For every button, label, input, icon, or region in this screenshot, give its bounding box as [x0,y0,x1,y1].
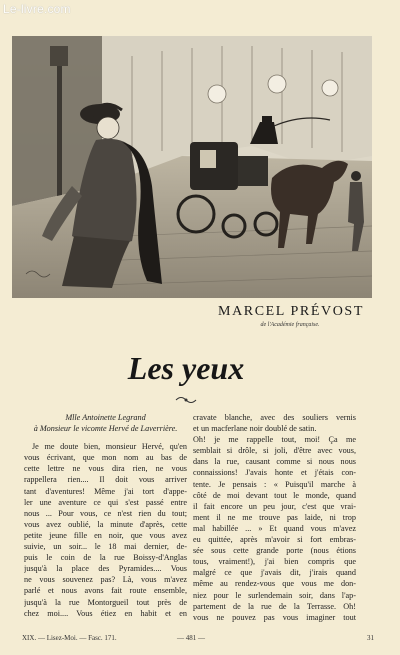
text-line: Je me doute bien, monsieur Hervé, qu'en [32,442,187,452]
author-affiliation: de l'Académie française. [260,322,320,328]
text-column-right [193,412,356,623]
text-line: chez moi.... Vous étiez en habit et en [24,608,187,618]
text-line: ne vous souvenez pas? Là, vous m'avez [24,575,187,585]
text-line: nous ... Pour vous, ce n'est rien du tout; [24,508,187,518]
text-line: ler une aventure ce qui s'est passé entre [24,497,187,507]
text-line: tente. Je pensais : « Puisqu'il marche à [193,479,356,489]
text-line: suivie, un soir... le 18 mai dernier, de- [24,542,187,552]
text-line: partement de la rue de la Terrasse. Oh! [193,601,356,611]
text-line: côté de moi devant tout le monde, quand [193,490,356,500]
text-line: jusqu'à la place des Pyramides.... Vous [24,564,187,574]
text-line: niez pour le surlendemain soir, dans l'ap- [193,590,356,600]
watermark-logo: Le-livre.com [3,2,71,16]
text-line: tous, vraiment!), j'ai bien compris que [193,557,356,567]
illustration-street-scene [12,36,372,298]
text-column-left [24,412,187,619]
text-line: semblait si drôle, si joli, d'être avec vous, [193,446,356,456]
ornament-icon [174,394,198,406]
footer-sheet-number: 31 [367,634,374,642]
text-line: mal habillée ... » Et quand vous m'avez [193,523,356,533]
street-scene-drawing [12,36,372,298]
text-line: même au rendez-vous que vous me don- [193,579,356,589]
author-name: MARCEL PRÉVOST [218,304,364,319]
text-line: ment il ne me trouve pas laide, ni trop [193,512,356,522]
text-line: Oh! je me rappelle tout, moi! Ça me [193,435,356,445]
text-line: petite jeune fille en noir, que vous avez [24,530,187,540]
dedication-line: Mlle Antoinette Legrand [65,413,146,422]
text-line: eu quittée, après m'avoir si fort embras- [193,535,356,545]
text-line: puis le coin de la rue Boissy-d'Anglas [24,553,187,563]
text-line: tant d'aventures! Même j'ai tort d'appe- [24,486,187,496]
text-line: cette lettre ne vous dira rien, ne vous [24,464,187,474]
text-line: vous ne pouvez pas vous imaginer tout [193,612,356,622]
page-footer [22,634,374,644]
text-line: rappellera rien.... Il doit vous arriver [24,475,187,485]
footer-issue: XIX. — Lisez-Moi. — Fasc. 171. [22,634,117,642]
text-line: et un macferlane noir doublé de satin. [193,424,317,434]
story-title: Les yeux [127,350,245,386]
text-line: malgré ce que j'avais dit, j'irais quand [193,568,356,578]
text-line: jusqu'à la rue Montorgueil tout près de [24,597,187,607]
text-line: cravate blanche, avec des souliers vernis [193,413,356,422]
text-line: sée sous cette grande porte (nous étions [193,546,356,556]
text-line: dans la rue, causant comme si nous nous [193,457,356,467]
text-line: vous avez oublié, la minute d'après, cette [24,519,187,529]
text-line: il fait encore un peu jour, c'est que vrai- [193,501,356,511]
text-line: connaissions! J'avais honte et j'étais con- [193,468,356,478]
dedication-line: à Monsieur le vicomte Hervé de Laverrière. [33,424,178,434]
text-line: vous écrivant, que mon nom au bas de [24,453,187,463]
footer-page-number: — 481 — [177,634,205,642]
text-line: parlé et nous avons fait route ensemble, [24,586,187,596]
